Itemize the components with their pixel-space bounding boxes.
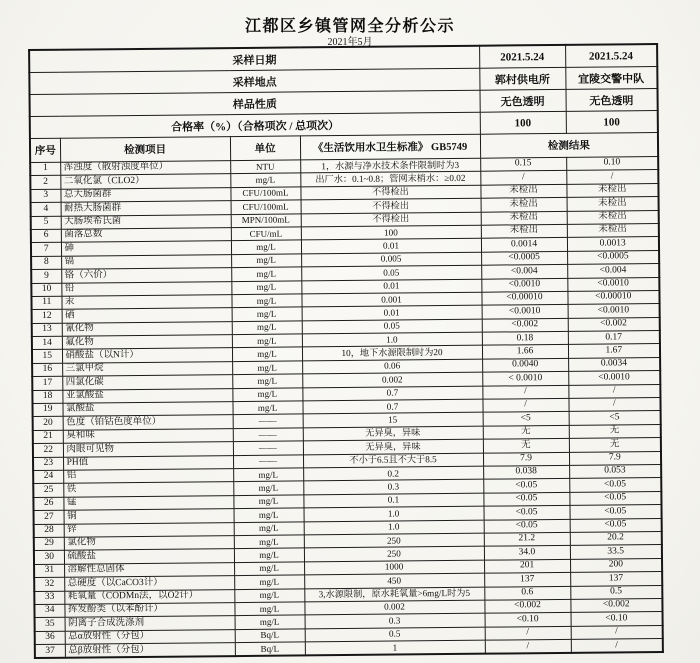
cell-unit: —— [233, 428, 303, 442]
cell-standard: 0.06 [302, 359, 482, 374]
cell-result-2: <0.05 [569, 491, 661, 505]
cell-unit: mg/L [232, 361, 302, 375]
cell-no: 8 [31, 256, 61, 270]
cell-result-2: 1.67 [568, 344, 660, 358]
analysis-table [28, 43, 664, 659]
cell-standard: 0.002 [304, 600, 484, 615]
cell-unit: mg/L [234, 588, 304, 602]
cell-item: 铅 [61, 281, 231, 296]
cell-result-1: 未检出 [481, 211, 567, 225]
cell-no: 25 [33, 484, 63, 498]
cell-item: 总大肠菌群 [60, 187, 230, 202]
cell-standard: 1000 [304, 560, 484, 575]
cell-standard: 0.002 [302, 372, 482, 387]
report-month: 2021年5月 [327, 37, 373, 48]
cell-item: 铝 [63, 469, 233, 484]
cell-no: 35 [35, 617, 65, 631]
cell-result-2: 20.2 [570, 531, 662, 545]
cell-unit: mg/L [234, 602, 304, 616]
cell-result-1: 201 [484, 559, 570, 573]
cell-result-1: <0.0010 [482, 305, 568, 319]
cell-unit: MPN/100mL [231, 213, 301, 227]
cell-result-1: <0.004 [481, 264, 567, 278]
cell-unit: mg/L [232, 374, 302, 388]
cell-item: 硒 [62, 308, 232, 323]
cell-no: 26 [33, 497, 63, 511]
cell-standard: 1 [305, 640, 485, 656]
cell-no: 10 [31, 283, 61, 297]
cell-no: 20 [33, 417, 63, 431]
cell-item: 锰 [63, 495, 233, 510]
cell-result-1: / [485, 626, 571, 640]
cell-result-2: <0.00010 [567, 290, 659, 304]
cell-result-2: <0.002 [568, 317, 660, 331]
cell-standard: 0.01 [301, 279, 481, 294]
cell-item: 总β放射性（分包） [65, 643, 235, 659]
cell-result-1: <0.00010 [481, 291, 567, 305]
cell-no: 34 [34, 604, 64, 618]
cell-item: 四氯化碳 [62, 375, 232, 390]
cell-unit: mg/L [231, 240, 301, 254]
cell-unit: mg/L [234, 535, 304, 549]
info-value-2: 宜陵交警中队 [565, 66, 657, 89]
cell-standard: 不小于6.5且不大于8.5 [303, 453, 483, 468]
cell-item: 色度（铂钴色度单位） [63, 415, 233, 430]
cell-standard: 1.0 [304, 506, 484, 521]
cell-result-1: <0.05 [483, 479, 569, 493]
cell-standard: 0.3 [303, 480, 483, 495]
cell-item: 总硬度（以CaCO3计） [64, 576, 234, 591]
cell-result-2: 未检出 [567, 223, 659, 237]
cell-result-1: 0.18 [482, 331, 568, 345]
info-label: 合格率（%）（合格项次 / 总项次） [30, 112, 480, 138]
cell-standard: 250 [304, 533, 484, 548]
cell-item: 耗氧量（CODMn法，以O2计） [64, 589, 234, 604]
cell-standard: 1.0 [304, 520, 484, 535]
cell-result-1: 0.6 [484, 586, 570, 600]
cell-unit: mg/L [233, 495, 303, 509]
cell-no: 5 [31, 216, 61, 230]
cell-unit: mg/L [234, 575, 304, 589]
cell-standard: 0.01 [302, 305, 482, 320]
cell-result-1: 34.0 [484, 546, 570, 560]
cell-result-1: 未检出 [481, 198, 567, 212]
cell-standard: 100 [301, 225, 481, 240]
cell-result-2: 0.10 [566, 156, 658, 170]
cell-unit: —— [233, 414, 303, 428]
cell-result-2: <0.05 [569, 505, 661, 519]
cell-item: 溶解性总固体 [64, 562, 234, 577]
cell-unit: mg/L [233, 481, 303, 495]
col-header-standard: 《生活饮用水卫生标准》 GB5749 [300, 134, 480, 160]
cell-result-1: 0.15 [480, 157, 566, 171]
cell-standard: 0.1 [303, 493, 483, 508]
cell-unit: mg/L [232, 307, 302, 321]
cell-standard: 1，水源与净水技术条件限制时为3 [300, 158, 480, 173]
cell-no: 33 [34, 591, 64, 605]
cell-no: 29 [34, 537, 64, 551]
cell-item: 氟化物 [62, 335, 232, 350]
cell-item: 大肠埃希氏菌 [61, 214, 231, 229]
cell-result-2: 无 [569, 438, 661, 452]
cell-item: 铬（六价） [61, 268, 231, 283]
report-title: 江都区乡镇管网全分析公示 [244, 18, 455, 35]
cell-result-2: <0.002 [570, 598, 662, 612]
cell-standard: 0.7 [302, 386, 482, 401]
cell-result-2: <0.05 [570, 518, 662, 532]
cell-no: 32 [34, 577, 64, 591]
cell-item: 硝酸盐（以N计） [62, 348, 232, 363]
cell-standard: 0.2 [303, 466, 483, 481]
info-value-1: 100 [480, 111, 566, 134]
cell-result-2: 7.9 [569, 451, 661, 465]
cell-item: 汞 [61, 295, 231, 310]
cell-unit: CFU/mL [231, 227, 301, 241]
cell-item: 三氯甲烷 [62, 361, 232, 376]
cell-unit: Bq/L [235, 629, 305, 643]
cell-result-2: / [566, 170, 658, 184]
cell-no: 1 [30, 162, 60, 176]
cell-item: 铜 [64, 509, 234, 524]
cell-no: 31 [34, 564, 64, 578]
cell-result-2: <0.0010 [568, 371, 660, 385]
cell-item: 硫酸盐 [64, 549, 234, 564]
cell-no: 22 [33, 443, 63, 457]
cell-item: 二氧化氯（CLO2） [60, 174, 230, 189]
cell-result-2: 0.0034 [568, 357, 660, 371]
cell-no: 18 [32, 390, 62, 404]
info-value-1: 无色透明 [480, 89, 566, 112]
info-value-1: 郭村供电所 [479, 67, 565, 90]
cell-result-1: 0.0040 [482, 358, 568, 372]
cell-no: 7 [31, 243, 61, 257]
cell-standard: 3,水源限制，原水耗氧量>6mg/L时为5 [304, 587, 484, 602]
cell-standard: 1.0 [302, 332, 482, 347]
cell-unit: mg/L [231, 294, 301, 308]
cell-standard: 250 [304, 547, 484, 562]
cell-result-1: < 0.0010 [482, 372, 568, 386]
cell-result-2: 0.17 [568, 331, 660, 345]
cell-result-1: 无 [483, 439, 569, 453]
cell-no: 21 [33, 430, 63, 444]
cell-result-2: <0.05 [569, 478, 661, 492]
cell-standard: 0.7 [302, 399, 482, 414]
cell-result-1: 未检出 [481, 224, 567, 238]
cell-item: 菌落总数 [61, 228, 231, 243]
cell-no: 15 [32, 350, 62, 364]
cell-unit: mg/L [234, 508, 304, 522]
cell-standard: 0.05 [301, 265, 481, 280]
cell-unit: mg/L [234, 548, 304, 562]
cell-unit: mg/L [231, 280, 301, 294]
cell-no: 23 [33, 457, 63, 471]
cell-result-1: <5 [483, 412, 569, 426]
cell-unit: mg/L [234, 562, 304, 576]
cell-unit: mg/L [232, 321, 302, 335]
cell-standard: 10，地下水源限制时为20 [302, 346, 482, 361]
cell-result-1: 0.0014 [481, 238, 567, 252]
cell-item: 肉眼可见物 [63, 442, 233, 457]
cell-result-1: <0.002 [484, 599, 570, 613]
cell-no: 28 [34, 524, 64, 538]
cell-result-1: <0.05 [484, 519, 570, 533]
cell-item: 浑浊度（散射浊度单位） [60, 161, 230, 176]
cell-standard: 0.005 [301, 252, 481, 267]
cell-unit: NTU [230, 160, 300, 174]
cell-result-1: / [485, 639, 571, 654]
cell-result-2: 未检出 [567, 210, 659, 224]
cell-result-2: / [571, 639, 663, 654]
cell-no: 6 [31, 229, 61, 243]
cell-no: 17 [32, 376, 62, 390]
cell-no: 11 [31, 296, 61, 310]
cell-unit: mg/L [230, 173, 300, 187]
info-value-2: 100 [566, 110, 658, 133]
cell-standard: 无异臭，异味 [303, 426, 483, 441]
cell-standard: 不得检出 [301, 212, 481, 227]
cell-result-1: 137 [484, 572, 570, 586]
info-value-2: 2021.5.24 [565, 44, 657, 67]
cell-result-1: / [480, 171, 566, 185]
cell-no: 16 [32, 363, 62, 377]
cell-no: 36 [35, 631, 65, 645]
cell-result-2: 0.0013 [567, 237, 659, 251]
cell-result-2: / [568, 384, 660, 398]
col-header-item: 检测项目 [60, 137, 230, 163]
cell-standard: 450 [304, 573, 484, 588]
cell-result-2: / [571, 625, 663, 639]
cell-result-1: 无 [483, 425, 569, 439]
cell-result-2: / [568, 398, 660, 412]
cell-unit: —— [233, 441, 303, 455]
cell-no: 24 [33, 470, 63, 484]
cell-result-2: <0.10 [571, 612, 663, 626]
cell-result-2: <0.0010 [568, 304, 660, 318]
cell-no: 27 [34, 510, 64, 524]
cell-result-1: / [482, 398, 568, 412]
cell-result-2: <0.0010 [567, 277, 659, 291]
info-label: 采样地点 [29, 68, 479, 94]
cell-item: 亚氯酸盐 [62, 388, 232, 403]
cell-result-2: 未检出 [567, 197, 659, 211]
col-header-unit: 单位 [230, 136, 300, 161]
cell-result-1: <0.002 [482, 318, 568, 332]
cell-result-2: 无 [569, 424, 661, 438]
cell-result-1: 7.9 [483, 452, 569, 466]
cell-result-2: <0.004 [567, 264, 659, 278]
cell-no: 14 [32, 336, 62, 350]
cell-result-2: 137 [570, 572, 662, 586]
cell-unit: mg/L [232, 388, 302, 402]
cell-result-1: 未检出 [480, 184, 566, 198]
cell-item: 挥发酚类（以苯酚计） [64, 602, 234, 617]
cell-no: 12 [32, 310, 62, 324]
cell-item: PH值 [63, 455, 233, 470]
cell-item: 镉 [61, 254, 231, 269]
cell-result-2: <5 [569, 411, 661, 425]
cell-result-2: 33.5 [570, 545, 662, 559]
cell-item: 氯化物 [64, 536, 234, 551]
cell-unit: CFU/100mL [230, 187, 300, 201]
cell-item: 氰化物 [62, 321, 232, 336]
cell-unit: mg/L [231, 254, 301, 268]
cell-item: 锌 [64, 522, 234, 537]
cell-result-2: 0.053 [569, 464, 661, 478]
cell-standard: 0.01 [301, 239, 481, 254]
info-section [29, 44, 658, 163]
cell-no: 30 [34, 551, 64, 565]
cell-result-1: <0.0010 [481, 278, 567, 292]
cell-item: 阴离子合成洗涤剂 [65, 616, 235, 631]
cell-result-1: 1.66 [482, 345, 568, 359]
info-label: 样品性质 [30, 90, 480, 116]
cell-unit: Bq/L [235, 642, 305, 657]
cell-unit: mg/L [234, 521, 304, 535]
cell-result-1: <0.10 [485, 613, 571, 627]
cell-standard: 0.05 [302, 319, 482, 334]
cell-result-1: <0.0005 [481, 251, 567, 265]
cell-no: 4 [31, 202, 61, 216]
cell-unit: mg/L [231, 267, 301, 281]
cell-result-2: <0.0005 [567, 250, 659, 264]
cell-standard: 0.5 [305, 627, 485, 642]
cell-unit: mg/L [235, 615, 305, 629]
cell-standard: 不得检出 [301, 198, 481, 213]
cell-item: 砷 [61, 241, 231, 256]
cell-item: 氯酸盐 [62, 402, 232, 417]
cell-standard: 0.3 [305, 613, 485, 628]
cell-unit: mg/L [232, 334, 302, 348]
cell-result-1: / [482, 385, 568, 399]
info-label: 采样日期 [29, 46, 479, 73]
cell-result-2: 0.5 [570, 585, 662, 599]
cell-no: 3 [30, 189, 60, 203]
table-body [30, 156, 663, 658]
cell-no: 2 [30, 176, 60, 190]
cell-unit: mg/L [232, 401, 302, 415]
cell-result-2: 200 [570, 558, 662, 572]
cell-unit: mg/L [233, 468, 303, 482]
cell-no: 37 [35, 644, 65, 658]
col-header-no: 序号 [30, 138, 60, 162]
cell-unit: CFU/100mL [231, 200, 301, 214]
cell-no: 13 [32, 323, 62, 337]
cell-standard: 无异臭，异味 [303, 439, 483, 454]
info-value-1: 2021.5.24 [479, 45, 565, 68]
info-value-2: 无色透明 [565, 88, 657, 111]
cell-standard: 0.001 [301, 292, 481, 307]
cell-standard: 不得检出 [300, 185, 480, 200]
cell-item: 铁 [63, 482, 233, 497]
cell-result-1: <0.05 [483, 492, 569, 506]
cell-result-1: 21.2 [484, 532, 570, 546]
cell-no: 9 [31, 269, 61, 283]
cell-result-1: 0.038 [483, 465, 569, 479]
cell-unit: mg/L [232, 347, 302, 361]
cell-unit: —— [233, 455, 303, 469]
col-header-result: 检测结果 [480, 132, 658, 158]
cell-result-1: <0.05 [483, 506, 569, 520]
cell-item: 总α放射性（分包） [65, 629, 235, 644]
cell-no: 19 [32, 403, 62, 417]
cell-standard: 出厂水：0.1~0.8；管网末梢水：≥0.02 [300, 172, 480, 187]
cell-item: 耐热大肠菌群 [61, 201, 231, 216]
cell-item: 臭和味 [63, 428, 233, 443]
cell-standard: 15 [303, 413, 483, 428]
cell-result-2: 未检出 [566, 183, 658, 197]
